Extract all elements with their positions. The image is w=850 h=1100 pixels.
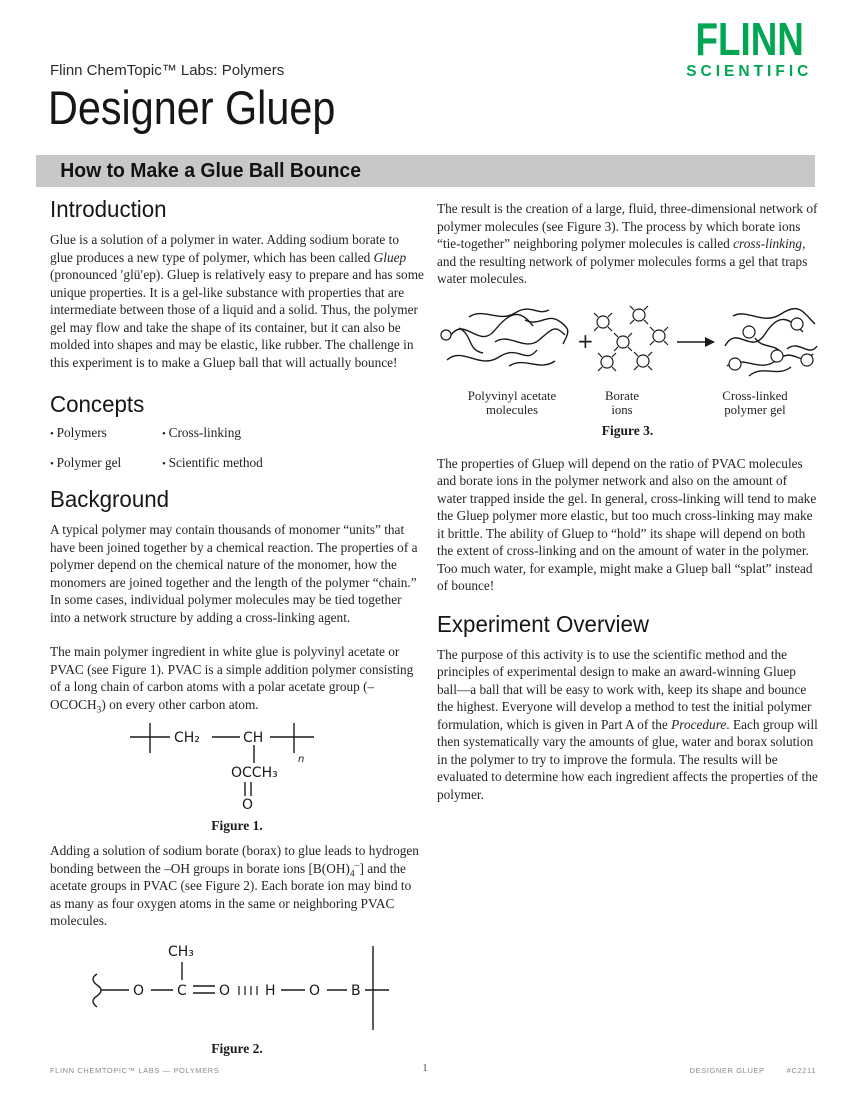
introduction-paragraph: Glue is a solution of a polymer in water. Adding sodium borate to glue produces a new type of polymer, which has been called Gluep (pronounced ′glü′ep). Gluep is relatively easy to prepare and has some unique properties. It is a gel-like substance with properties that are intermediate between those of a liquid and a solid. Thus, the polymer gel may flow and take the shape of its container, but it can also be molded into shapes and may be elastic, like rubber. The challenge in this experiment is to make a Gluep ball that will actually bounce! (50, 232, 424, 370)
cross-linking-diagram (437, 304, 818, 382)
label-line: Polyvinyl acetate (467, 388, 557, 403)
background-paragraph-1: A typical polymer may contain thousands of monomer “units” that have been joined together by a chemical reaction. The properties of a polymer depend on the chemical nature of the monomer, how the monomers are joined together and the length of the polymer “chain.” In some cases, individual polymer molecules may be tied together into a network structure by adding a cross-linking agent. (50, 522, 418, 625)
figure-3-caption: Figure 3. (601, 422, 654, 438)
subtitle-banner (36, 155, 815, 187)
concept-item: • Polymer gel (50, 454, 162, 473)
atom-acetate-group: OCCH₃ (231, 765, 278, 781)
figure-2-caption: Figure 2. (211, 1040, 263, 1056)
concept-item: • Polymers (50, 424, 162, 443)
label-line: ions (611, 403, 633, 417)
cross-linked-gel-art (725, 308, 817, 375)
figure-3-labels (437, 389, 818, 421)
pvac-molecules-art (441, 309, 568, 366)
atom-o-borate: O (309, 982, 321, 999)
label-line: molecules (486, 403, 538, 417)
page-number: 1 (422, 1063, 428, 1074)
introduction-heading: Introduction (50, 196, 167, 222)
atom-h: H (265, 982, 276, 999)
reaction-arrow (677, 337, 715, 347)
atom-o-carbonyl: O (219, 982, 231, 999)
atom-c: C (177, 982, 187, 999)
atom-ch2: CH₂ (174, 730, 200, 746)
plus-sign: + (577, 328, 594, 353)
atom-oxygen: O (242, 797, 254, 811)
figure-1 (50, 719, 424, 834)
network-paragraph: The result is the creation of a large, fluid, three-dimensional network of polymer molecules (see Figure 3). The process by which borate ions “tie-together” neighboring polymer molecules is called cross-linking, and the resulting network of polymer molecules forms a gel that traps water molecules. (437, 201, 818, 286)
borate-ions-art (594, 306, 668, 371)
background-paragraph-3: Adding a solution of sodium borate (borax) to glue leads to hydrogen bonding between the –OH groups in borate ions $[B(OH)_4^-]$ and the acetate groups in PVAC (see Figure 2). Each borate ion may bind to as many as four oxygen atoms in the same or neighboring PVAC molecules. (50, 843, 419, 928)
subtitle-banner-text: How to Make a Glue Ball Bounce (60, 160, 362, 182)
experiment-overview-paragraph: The purpose of this activity is to use the scientific method and the principles of experimental design to make an award-winning Gluep ball—a ball that will be easy to work with, keep its shape and bounce the highest. Everyone will develop a method to test the initial polymer formulation, which is given in Part A of the Procedure. Each group will then systematically vary the amounts of glue, water and borax solution in the polymer to try to improve the formula. The results will be evaluated to determine how each ingredient affects the properties of the polymer. (437, 646, 818, 802)
label-borate-ions (567, 389, 677, 418)
background-paragraph-2: The main polymer ingredient in white glue is polyvinyl acetate or PVAC (see Figure 1). PVAC is a simple addition polymer consisting of a long chain of carbon atoms with a polar acetate group $(-OCOCH_3)$ on every other carbon atom. (50, 644, 414, 716)
series-eyebrow: Flinn ChemTopic™ Labs: Polymers (50, 62, 285, 79)
right-column (437, 196, 818, 803)
label-line: Borate (604, 388, 640, 403)
figure-3 (437, 304, 818, 439)
logo-subtitle: SCIENTIFIC (686, 63, 813, 80)
figure-1-caption: Figure 1. (211, 818, 263, 833)
atom-ch3: CH₃ (168, 943, 194, 960)
background-heading: Background (50, 486, 170, 512)
label-pvac-molecules (437, 389, 587, 418)
properties-paragraph: The properties of Gluep will depend on the ratio of PVAC molecules and borate ions in the polymer network and also on the amount of water trapped inside the gel. In general, cross-linking will tend to make the Gluep polymer more elastic, but too much cross-linking may make it brittle. The ability of Gluep to “hold” its shape will depend on both the extent of cross-linking and on the amount of water in the polymer. Too much water, for example, might make a Gluep ball “splat” instead of bounce! (437, 455, 817, 593)
left-column (50, 196, 424, 1057)
label-line: polymer gel (724, 403, 786, 417)
page-title: Designer Gluep (48, 81, 336, 134)
atom-b: B (351, 982, 361, 999)
atom-ch: CH (243, 730, 264, 746)
hydrogen-bond-structure-diagram (81, 938, 393, 1034)
pvac-structure-diagram (122, 719, 352, 811)
footer-catalog-code: #C2211 (786, 1066, 816, 1075)
footer-series-label: FLINN CHEMTOPIC™ LABS — POLYMERS (50, 1066, 220, 1075)
atom-o-ester: O (133, 982, 145, 999)
concept-item: • Scientific method (162, 454, 424, 473)
label-line: Cross-linked (722, 388, 788, 403)
footer-doc-title: DESIGNER GLUEP (689, 1066, 765, 1075)
footer-title-label (690, 1066, 816, 1075)
flinn-scientific-logo (682, 13, 817, 80)
concepts-heading: Concepts (50, 391, 145, 417)
experiment-overview-heading: Experiment Overview (437, 610, 650, 637)
figure-2 (50, 938, 424, 1057)
concept-item: • Cross-linking (162, 424, 424, 443)
concepts-list (50, 424, 424, 473)
label-cross-linked-gel (692, 389, 818, 418)
polymer-chain-squiggle (93, 974, 101, 1007)
logo-wordmark: FLINN (695, 13, 804, 65)
subscript-n: n (298, 754, 305, 765)
